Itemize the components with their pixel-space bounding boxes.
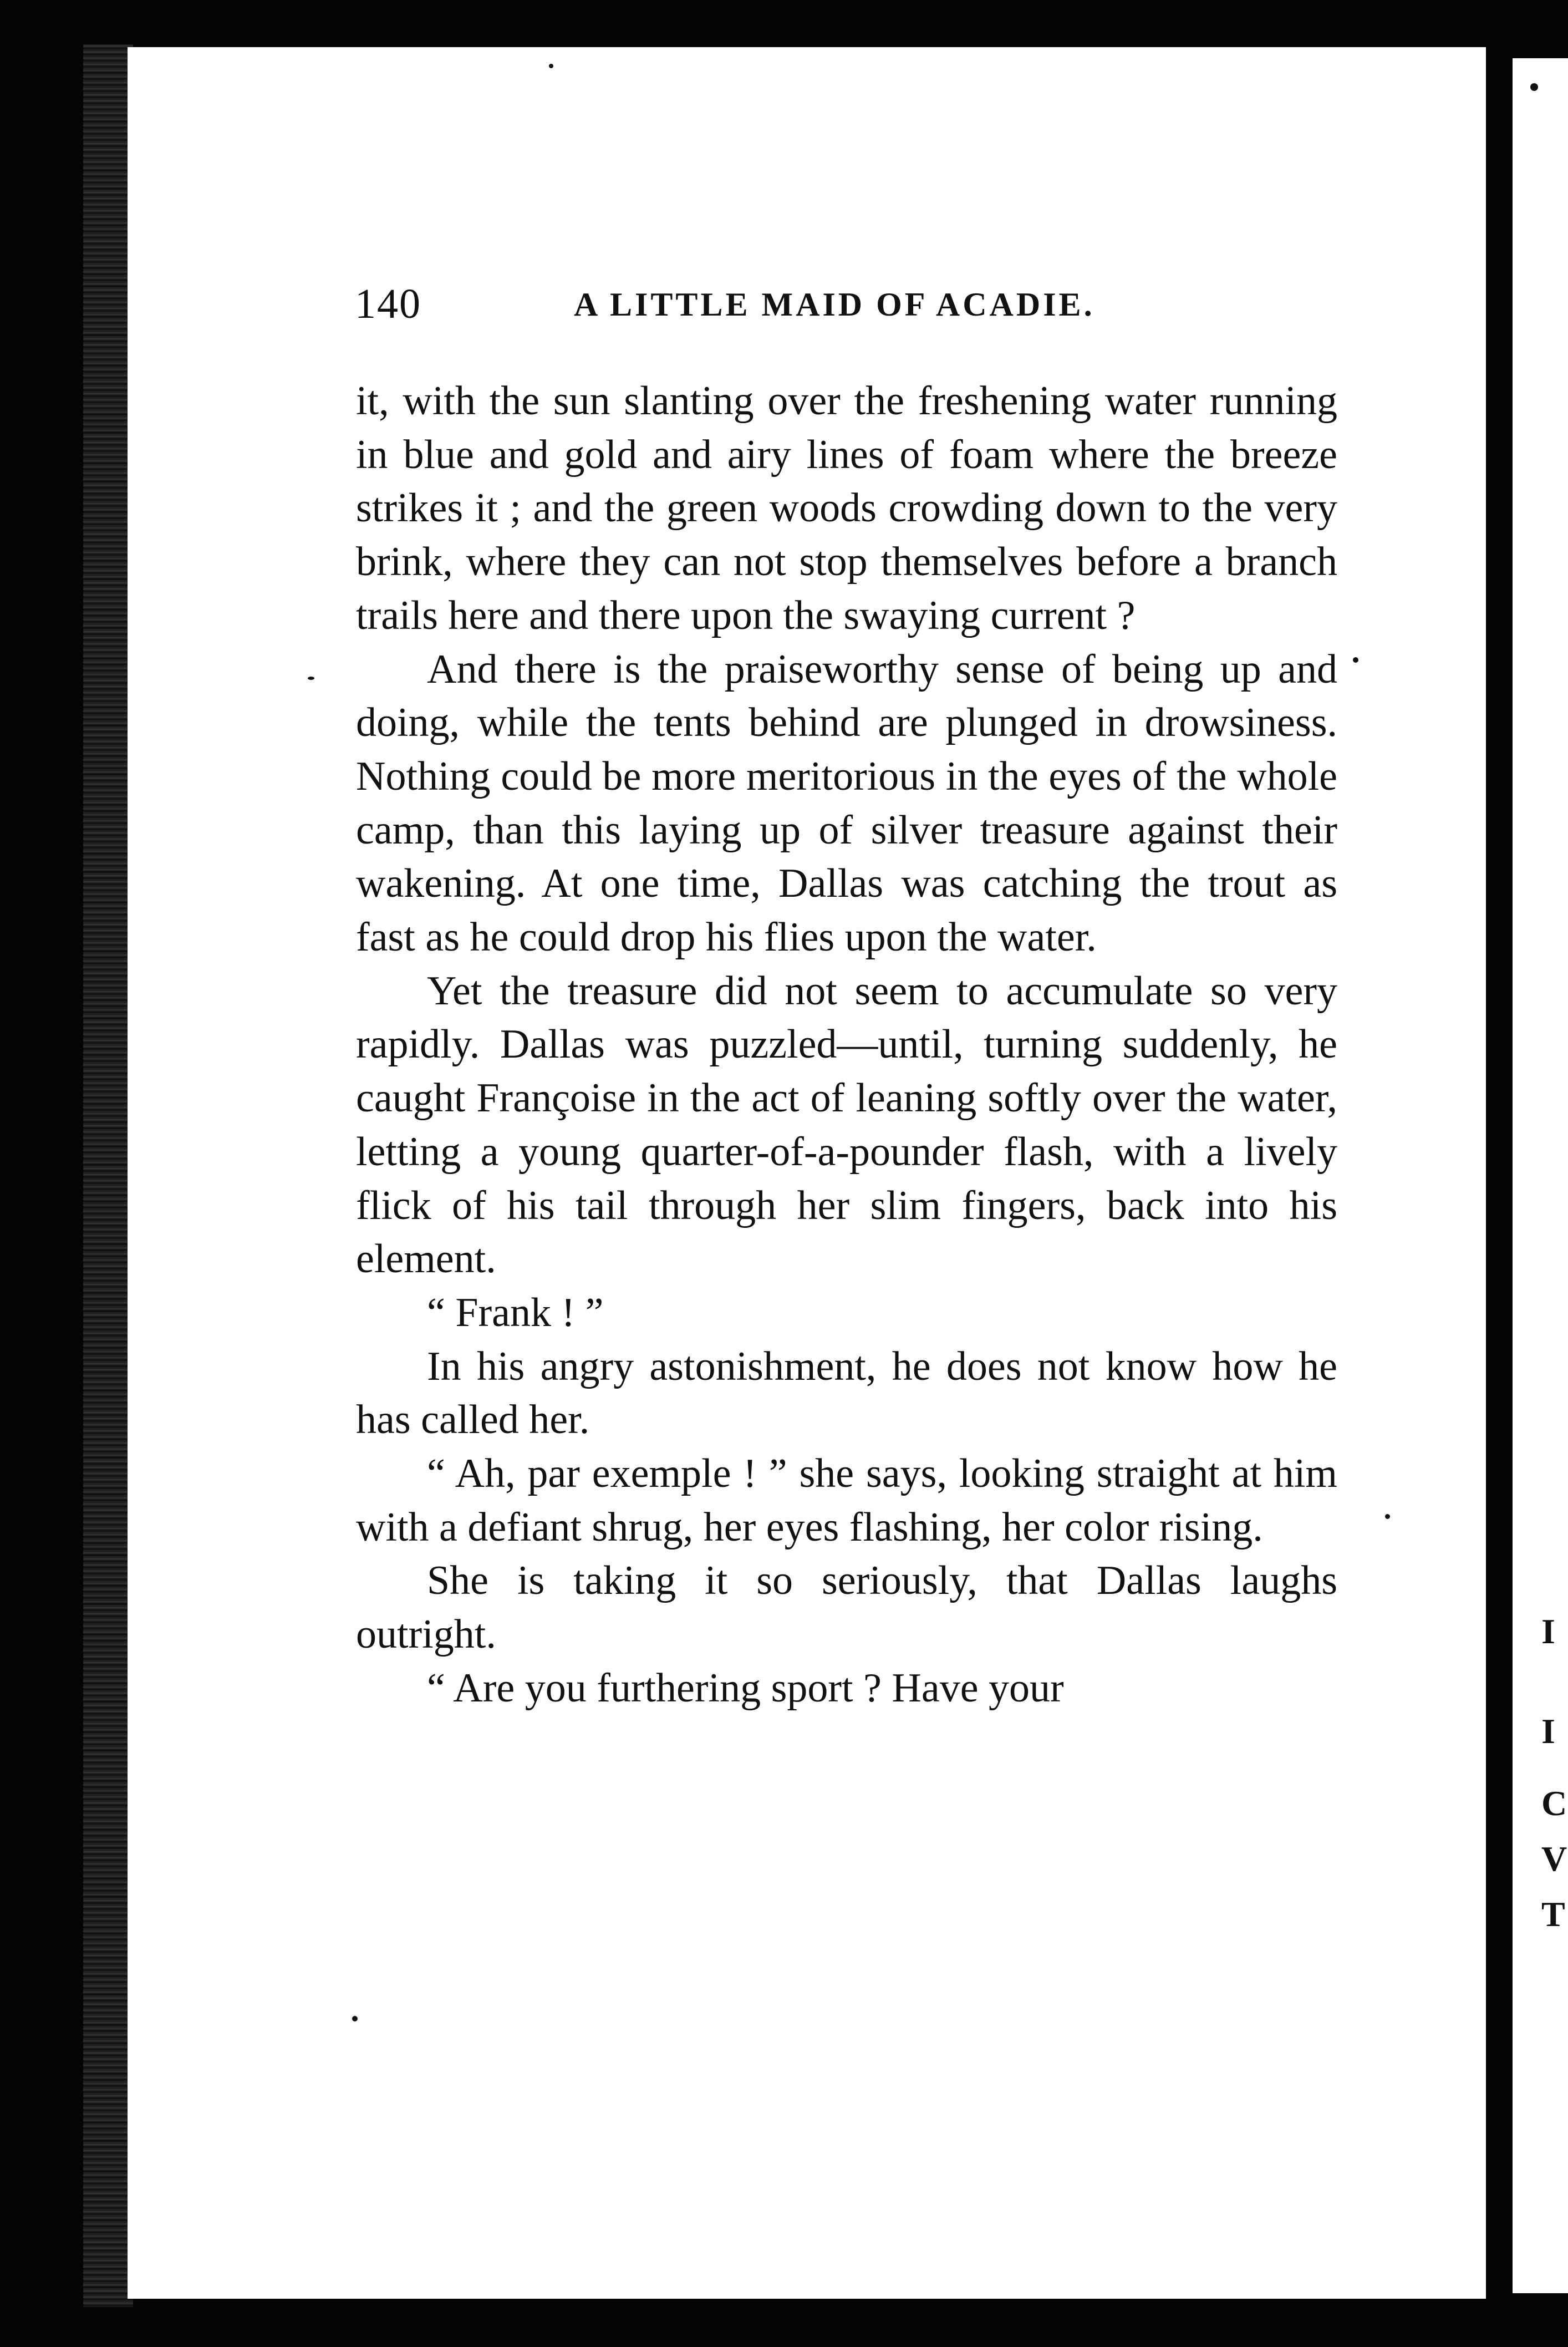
- running-head: [355, 280, 1126, 330]
- ink-speck: [1530, 83, 1538, 91]
- ink-speck: [549, 64, 553, 68]
- ink-speck: [1353, 657, 1358, 663]
- facing-page-fragment: V: [1541, 1839, 1567, 1878]
- ink-speck: [308, 677, 314, 680]
- paragraph: “ Ah, par exemple ! ” she says, looking straight at him with a defiant shrug, her eyes flashing, her color rising.: [356, 1451, 1337, 1550]
- running-title: A LITTLE MAID OF ACADIE.: [574, 286, 1095, 323]
- paragraph: Yet the treasure did not seem to accumulate so very rapidly. Dallas was puzzled—until, turning suddenly, he caught Françoise in the act of leaning softly over the water, letting a young quarter-of-a-pounder flash, with a lively flick of his tail through her slim fingers, back into his element.: [356, 968, 1337, 1282]
- facing-page-fragment: I: [1541, 1612, 1555, 1651]
- paragraph: it, with the sun slanting over the freshening water running in blue and gold and airy lines of foam where the breeze strikes it ; and the green woods crowding down to the very brink, where they can not stop themselves before a branch trails here and there upon the swaying current ?: [356, 378, 1337, 638]
- body-text: [356, 374, 1337, 1715]
- facing-page-fragment: C: [1541, 1784, 1567, 1823]
- paragraph: In his angry astonishment, he does not know how he has called her.: [356, 1343, 1337, 1443]
- book-binding-edge: [83, 44, 133, 2307]
- ink-speck: [1385, 1514, 1390, 1519]
- facing-page-edge: [1513, 58, 1568, 2293]
- paragraph: “ Are you furthering sport ? Have your: [427, 1665, 1064, 1711]
- facing-page-fragment: T: [1541, 1894, 1565, 1934]
- ink-speck: [352, 2016, 358, 2021]
- paragraph: “ Frank ! ”: [427, 1289, 604, 1335]
- paragraph: She is taking it so seriously, that Dallas laughs outright.: [356, 1558, 1337, 1658]
- paragraph: And there is the praiseworthy sense of being up and doing, while the tents behind are plunged in drowsiness. Nothing could be more meritorious in the eyes of the whole camp, than this laying up of silver treasure against their wakening. At one time, Dallas was catching the trout as fast as he could drop his flies upon the water.: [356, 646, 1337, 961]
- facing-page-fragment: I: [1541, 1711, 1555, 1751]
- page-number: 140: [355, 281, 421, 327]
